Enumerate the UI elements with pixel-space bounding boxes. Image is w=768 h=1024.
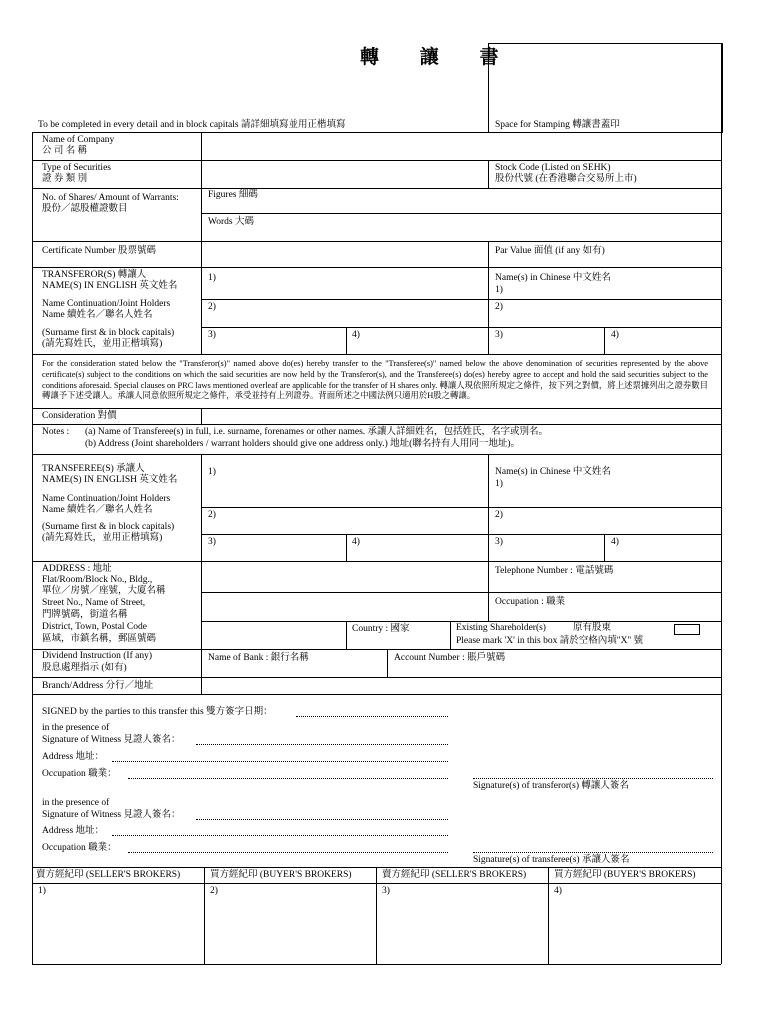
transferee-name-2[interactable]: 2) [208, 510, 216, 520]
col-rule [604, 534, 605, 561]
witness-occupation-label-2: Occupation 職業： [42, 843, 117, 853]
consideration-label: Consideration 對價 [42, 411, 117, 421]
instruction-text: To be completed in every detail and in block capitals 請詳細填寫並用正楷填寫 [38, 120, 346, 130]
col-rule [346, 327, 347, 354]
transferee-chinese-3[interactable]: 3) [495, 537, 503, 547]
form-title: 轉 讓 書 [360, 47, 517, 68]
transferee-name-english: NAME(S) IN ENGLISH 英文姓名 [42, 475, 178, 485]
date-line[interactable] [296, 716, 448, 717]
witness-address-line-1[interactable] [112, 761, 448, 762]
company-label-zh: 公 司 名 稱 [42, 146, 88, 156]
address-field-2[interactable] [202, 593, 487, 620]
securities-label-en: Type of Securities [42, 163, 111, 173]
rule [32, 424, 721, 425]
rule [32, 354, 721, 355]
witness-address-line-2[interactable] [112, 835, 448, 836]
address-line2: Flat/Room/Block No., Bldg., [42, 575, 153, 585]
col-rule [488, 454, 489, 621]
transferee-continuation-zh: Name 續姓名／聯名人姓名 [42, 505, 153, 515]
transferor-name-1[interactable]: 1) [208, 273, 216, 283]
transferee-name-4[interactable]: 4) [352, 537, 360, 547]
stamp-label: Space for Stamping 轉讓書蓋印 [495, 120, 620, 130]
transferee-chinese-1[interactable]: 1) [495, 479, 503, 489]
witness-signature-label-1: Signature of Witness 見證人簽名： [42, 735, 181, 745]
broker-header-1: 賣方經紀印 (SELLER'S BROKERS) [36, 870, 181, 880]
notes-label: Notes : [42, 427, 70, 437]
rule [201, 534, 721, 535]
address-heading: ADDRESS : 地址 [42, 564, 112, 574]
address-line6: District, Town, Postal Code [42, 622, 147, 632]
existing-shareholder-label: Existing Shareholder(s) [456, 623, 546, 633]
address-line7: 區域，市鎮名稱，郵區號碼 [42, 634, 157, 644]
broker-stamp-4[interactable]: 4) [554, 886, 562, 896]
transfer-declaration: For the consideration stated below the "Transferor(s)" named above do(es) hereby transfer to the "Transferee(s)" named below the above denomination of securities represented by the above certificate(s) subject to the conditions on which the said securities are now held by the Transferor(s), and the Transferee(s) do(es) hereby agree to accept and hold the said securities subject to the conditions aforesaid. Special clauses on PRC laws mentioned overleaf are applicable for the transfer of H shares only. 轉讓人現依照所規定之條件，按下列之對價，將上述票據列出之證券數目轉讓予下述受讓人。承讓人同意依照所規定之條件，承受並持有上列證券。背面所述之中國法例只適用於H股之轉讓。 [42, 359, 708, 401]
existing-shareholder-instruction: Please mark 'X' in this box 請於空格內填"X" 號 [456, 636, 644, 646]
broker-header-4: 買方經紀印 (BUYER'S BROKERS) [554, 870, 696, 880]
col-rule [204, 867, 205, 964]
transferor-name-english: NAME(S) IN ENGLISH 英文姓名 [42, 281, 178, 291]
branch-field[interactable] [202, 678, 720, 693]
transferor-signature-label: Signature(s) of transferor(s) 轉讓人簽名 [473, 781, 629, 791]
address-field-1[interactable] [202, 562, 487, 591]
col-rule [604, 327, 605, 354]
securities-type-field[interactable] [202, 161, 487, 187]
transferor-surname-note: (Surname first & in block capitals) [42, 328, 175, 338]
rule [32, 454, 721, 455]
rule [32, 241, 721, 242]
transferee-surname-note-zh: (請先寫姓氏，並用正楷填寫) [42, 533, 163, 543]
transferor-chinese-4[interactable]: 4) [611, 330, 619, 340]
witness-occupation-line-2[interactable] [128, 852, 448, 853]
transferee-chinese-4[interactable]: 4) [611, 537, 619, 547]
notes-b: (b) Address (Joint shareholders / warrant holders should give one address only.) 地址(聯名持有人用同一地址)。 [85, 439, 520, 449]
bank-name-label: Name of Bank : 銀行名稱 [208, 653, 309, 663]
transferee-surname-note: (Surname first & in block capitals) [42, 522, 175, 532]
transferee-name-1[interactable]: 1) [208, 467, 216, 477]
col-rule [376, 867, 377, 964]
existing-shareholder-label-zh: 原有股東 [573, 623, 612, 633]
broker-stamp-3[interactable]: 3) [382, 886, 390, 896]
shares-words-label: Words 大碼 [208, 217, 254, 227]
witness-address-label-1: Address 地址： [42, 752, 105, 762]
witness-signature-line-2[interactable] [196, 819, 448, 820]
witness-signature-label-2: Signature of Witness 見證人簽名： [42, 810, 181, 820]
transferor-name-4[interactable]: 4) [352, 330, 360, 340]
col-rule [548, 867, 549, 964]
transferee-continuation: Name Continuation/Joint Holders [42, 494, 171, 504]
broker-stamp-2[interactable]: 2) [210, 886, 218, 896]
notes-a: (a) Name of Transferee(s) in full, i.e. surname, forenames or other names. 承讓人詳細姓名，包括姓氏，名字或別名。 [85, 427, 549, 437]
certificate-label: Certificate Number 股票號碼 [42, 246, 156, 256]
shares-label-en: No. of Shares/ Amount of Warrants: [42, 193, 179, 203]
witness-address-label-2: Address 地址： [42, 826, 105, 836]
col-rule [346, 621, 347, 649]
presence-label-1: in the presence of [42, 723, 110, 733]
country-label: Country : 國家 [352, 624, 410, 634]
rule [32, 188, 721, 189]
transferor-heading: TRANSFEROR(S) 轉讓人 [42, 270, 147, 280]
rule [32, 694, 721, 695]
rule [201, 213, 721, 214]
witness-occupation-label-1: Occupation 職業： [42, 769, 117, 779]
rule [201, 621, 721, 622]
grid-left-border [32, 132, 33, 964]
col-rule [488, 241, 489, 354]
company-label-en: Name of Company [42, 135, 115, 145]
grid-right-border [721, 43, 722, 964]
shares-figures-label: Figures 細碼 [208, 190, 258, 200]
transferor-name-2[interactable]: 2) [208, 302, 216, 312]
dividend-label-zh: 股息處理指示 (如有) [42, 663, 127, 673]
shares-label-zh: 股份／認股權證數目 [42, 204, 128, 214]
presence-label-2: in the presence of [42, 798, 110, 808]
transferor-surname-note-zh: (請先寫姓氏，並用正楷填寫) [42, 339, 163, 349]
broker-header-3: 賣方經紀印 (SELLER'S BROKERS) [382, 870, 527, 880]
par-value-label: Par Value 面值 (if any 如有) [495, 246, 605, 256]
col-rule [450, 621, 451, 649]
address-line5: 門牌號碼，街道名稱 [42, 610, 128, 620]
securities-label-zh: 證 券 類 別 [42, 174, 88, 184]
rule [201, 507, 721, 508]
transferee-chinese-label: Name(s) in Chinese 中文姓名 [495, 467, 611, 477]
rule [201, 299, 721, 300]
transferee-heading: TRANSFEREE(S) 承讓人 [42, 464, 145, 474]
rule [32, 964, 721, 965]
transferor-chinese-1[interactable]: 1) [495, 285, 503, 295]
transferor-name-3[interactable]: 3) [208, 330, 216, 340]
transferor-chinese-2[interactable]: 2) [495, 302, 503, 312]
broker-stamp-1[interactable]: 1) [38, 886, 46, 896]
transferor-continuation: Name Continuation/Joint Holders [42, 299, 171, 309]
signed-label: SIGNED by the parties to this transfer this 雙方簽字日期： [42, 707, 273, 717]
consideration-field[interactable] [202, 409, 720, 423]
rule [32, 267, 721, 268]
transferee-signature-line[interactable] [473, 852, 713, 853]
account-number-label: Account Number : 賬戶號碼 [394, 653, 506, 663]
branch-label: Branch/Address 分行／地址 [42, 681, 154, 691]
dividend-label: Dividend Instruction (If any) [42, 651, 153, 661]
witness-occupation-line-1[interactable] [128, 778, 448, 779]
transferee-signature-label: Signature(s) of transferee(s) 承讓人簽名 [473, 855, 630, 865]
transferee-chinese-2[interactable]: 2) [495, 510, 503, 520]
transferor-continuation-zh: Name 續姓名／聯名人姓名 [42, 310, 153, 320]
rule [201, 327, 721, 328]
existing-shareholder-checkbox[interactable] [674, 624, 700, 635]
transferor-chinese-3[interactable]: 3) [495, 330, 503, 340]
col-rule [387, 649, 388, 677]
stock-code-label-en: Stock Code (Listed on SEHK) [495, 163, 611, 173]
col-rule [346, 534, 347, 561]
witness-signature-line-1[interactable] [196, 744, 448, 745]
col-rule [488, 160, 489, 188]
company-name-field[interactable] [202, 133, 720, 159]
broker-header-2: 買方經紀印 (BUYER'S BROKERS) [210, 870, 352, 880]
occupation-label: Occupation : 職業 [495, 597, 566, 607]
address-line4: Street No., Name of Street, [42, 598, 146, 608]
telephone-label: Telephone Number : 電話號碼 [495, 566, 614, 576]
stock-code-label-zh: 股份代號 (在香港聯合交易所上市) [495, 174, 637, 184]
transferee-name-3[interactable]: 3) [208, 537, 216, 547]
transferor-chinese-label: Name(s) in Chinese 中文姓名 [495, 273, 611, 283]
address-line3: 單位／房號／座號，大廈名稱 [42, 586, 166, 596]
transferor-signature-line[interactable] [473, 778, 713, 779]
rule [32, 649, 721, 650]
